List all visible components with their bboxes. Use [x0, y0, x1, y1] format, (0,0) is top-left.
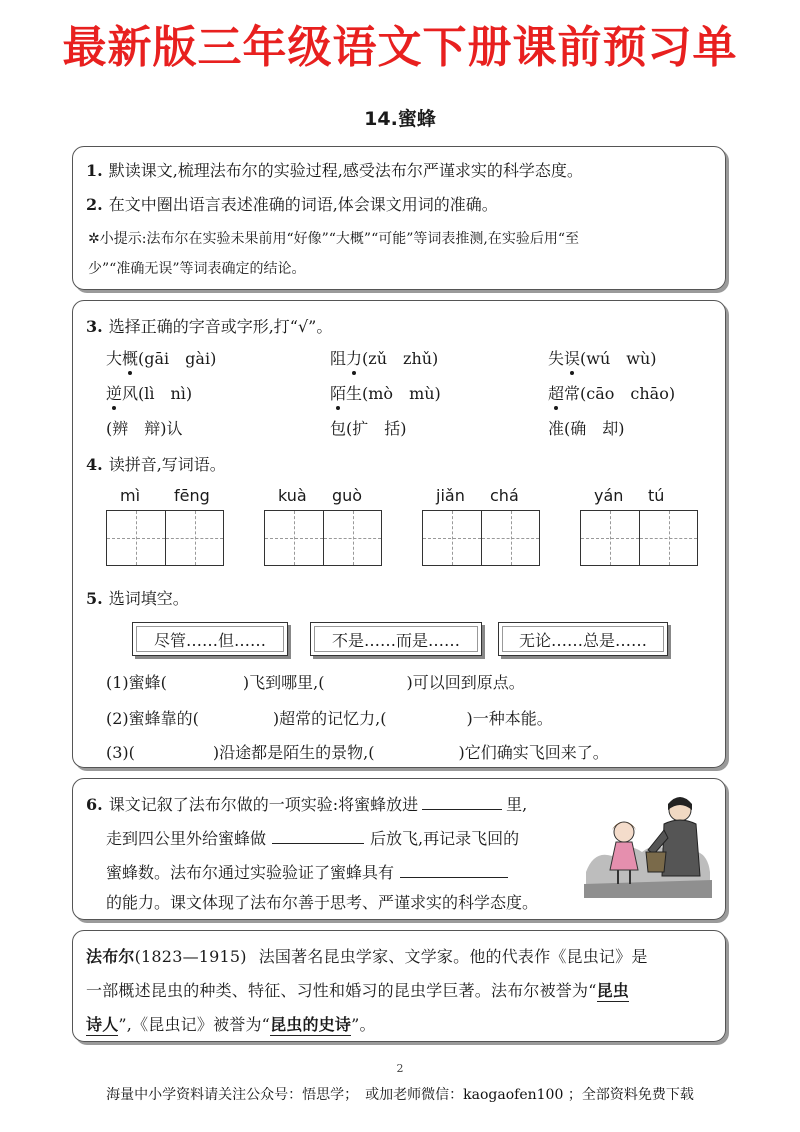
- choice-item[interactable]: [106, 381, 192, 404]
- hint-line-2: 少”“准确无误”等词表确定的结论。: [88, 261, 306, 277]
- choice-options: 常(cāo chāo): [564, 384, 676, 403]
- writing-cell[interactable]: [107, 511, 165, 565]
- option-box-2: [310, 622, 482, 656]
- answer-blank-1[interactable]: [422, 795, 502, 810]
- choice-options: 风(lì nì): [122, 384, 193, 403]
- question-6-line-3: [106, 860, 514, 883]
- girl-head: [614, 822, 634, 842]
- choice-item[interactable]: [330, 346, 438, 369]
- writing-grid[interactable]: [106, 510, 224, 566]
- question-2: [86, 192, 498, 215]
- pinyin-label: chá: [490, 486, 519, 505]
- choice-dotted-char: 超: [548, 381, 564, 404]
- choice-item[interactable]: [330, 381, 441, 404]
- pinyin-label: yán: [594, 486, 624, 505]
- question-6-text-a: 课文记叙了法布尔做的一项实验:将蜜蜂放进: [108, 795, 419, 814]
- question-6-line-1: [86, 792, 527, 815]
- writing-cell[interactable]: [423, 511, 481, 565]
- choice-item[interactable]: [330, 416, 407, 439]
- choice-options: (gāi gài): [138, 349, 217, 368]
- fill-sentence: [106, 670, 525, 693]
- question-1-number: 1.: [86, 161, 103, 180]
- bio-line-1-rest: 法国著名昆虫学家、文学家。他的代表作《昆虫记》是: [258, 947, 648, 966]
- choice-options: (wú wù): [580, 349, 657, 368]
- pinyin-label: guò: [332, 486, 363, 505]
- writing-cell[interactable]: [581, 511, 639, 565]
- choice-options: (zǔ zhǔ): [362, 349, 439, 368]
- writing-grid[interactable]: [422, 510, 540, 566]
- writing-grid[interactable]: [580, 510, 698, 566]
- answer-blank-2[interactable]: [272, 829, 364, 844]
- pinyin-label: mì: [120, 486, 141, 505]
- choice-prefix: 阻: [330, 349, 347, 368]
- choice-dotted-char: 陌: [330, 381, 346, 404]
- question-2-number: 2.: [86, 195, 103, 214]
- bio-line-1: [86, 944, 648, 967]
- footer-note: 海量中小学资料请关注公众号：悟思学； 或加老师微信：kaogaofen100 ；全部资料免费下载: [106, 1087, 694, 1103]
- fabre-and-child-illustration: [584, 780, 712, 898]
- bio-years: (1823—1915): [134, 947, 247, 966]
- question-5: [86, 586, 189, 609]
- fill-sentence-part: (1)蜜蜂(: [106, 673, 167, 692]
- choice-options: 生(mò mù): [346, 384, 441, 403]
- bio-highlight-epic: 昆虫的史诗: [270, 1015, 352, 1034]
- choice-dotted-char: 逆: [106, 381, 122, 404]
- choice-options: 准(确 却): [548, 419, 625, 438]
- banner-title: 最新版三年级语文下册课前预习单: [62, 22, 738, 73]
- question-6-text-d: 后放飞,再记录飞回的: [370, 829, 520, 848]
- option-text-3: 无论……总是……: [518, 630, 647, 650]
- choice-item[interactable]: [548, 381, 675, 404]
- pinyin-label: jiǎn: [436, 486, 465, 505]
- question-6-line-2: [106, 826, 519, 849]
- option-text-1: 尽管……但……: [153, 630, 266, 650]
- question-6-number: 6.: [86, 795, 103, 814]
- question-6-text-c: 走到四公里外给蜜蜂做: [106, 829, 267, 848]
- bio-highlight-insect-b: 诗人: [86, 1015, 119, 1034]
- writing-cell[interactable]: [165, 511, 223, 565]
- bio-line-3-mid: ”,《昆虫记》被誉为“: [118, 1015, 271, 1034]
- question-5-number: 5.: [86, 589, 103, 608]
- question-4: [86, 452, 226, 475]
- choice-prefix: 失: [548, 349, 565, 368]
- writing-grid[interactable]: [264, 510, 382, 566]
- choice-prefix: 大: [106, 349, 123, 368]
- fill-sentence-part: (2)蜜蜂靠的(: [106, 709, 199, 728]
- writing-cell[interactable]: [265, 511, 323, 565]
- basket: [646, 852, 666, 872]
- fill-sentence-part: )可以回到原点。: [406, 673, 525, 692]
- writing-cell[interactable]: [481, 511, 539, 565]
- bio-highlight-insect-a: 昆虫: [596, 981, 629, 1000]
- pinyin-label: fēng: [174, 486, 210, 505]
- question-1-text: 默读课文,梳理法布尔的实验过程,感受法布尔严谨求实的科学态度。: [108, 161, 583, 180]
- question-6-text-e: 蜜蜂数。法布尔通过实验验证了蜜蜂具有: [106, 863, 395, 882]
- lesson-title: 14.蜜蜂: [364, 108, 436, 130]
- option-box-1: [132, 622, 288, 656]
- choice-dotted-char: 概: [122, 346, 138, 369]
- question-6-line-4: 的能力。课文体现了法布尔善于思考、严谨求实的科学态度。: [106, 893, 539, 912]
- fill-sentence-part: )沿途都是陌生的景物,(: [212, 743, 375, 762]
- bio-line-3: [86, 1012, 376, 1035]
- question-3-text: 选择正确的字音或字形,打“√”。: [108, 317, 333, 336]
- man-body: [662, 820, 700, 876]
- girl-dress: [610, 842, 638, 870]
- fill-sentence-part: )超常的记忆力,(: [272, 709, 387, 728]
- question-4-text: 读拼音,写词语。: [108, 455, 226, 474]
- choice-item[interactable]: [106, 416, 183, 439]
- choice-item[interactable]: [106, 346, 216, 369]
- question-3: [86, 314, 332, 337]
- bio-name: 法布尔: [86, 947, 135, 966]
- writing-cell[interactable]: [639, 511, 697, 565]
- fill-sentence: [106, 740, 609, 763]
- bio-line-2-text: 一部概述昆虫的种类、特征、习性和婚习的昆虫学巨著。法布尔被誉为“: [86, 981, 597, 1000]
- writing-cell[interactable]: [323, 511, 381, 565]
- question-5-text: 选词填空。: [108, 589, 189, 608]
- question-2-text: 在文中圈出语言表述准确的词语,体会课文用词的准确。: [108, 195, 498, 214]
- page-number: 2: [396, 1062, 404, 1075]
- pinyin-label: kuà: [278, 486, 307, 505]
- choice-dotted-char: 误: [564, 346, 580, 369]
- question-4-number: 4.: [86, 455, 103, 474]
- option-text-2: 不是……而是……: [331, 630, 460, 650]
- fill-sentence-part: )一种本能。: [466, 709, 553, 728]
- question-6-text-b: 里,: [506, 795, 528, 814]
- fill-sentence-part: )它们确实飞回来了。: [458, 743, 609, 762]
- choice-item[interactable]: [548, 416, 625, 439]
- fill-sentence-part: )飞到哪里,(: [242, 673, 325, 692]
- choice-item[interactable]: [548, 346, 657, 369]
- fill-sentence: [106, 706, 553, 729]
- choice-options: (辨 辩)认: [106, 419, 183, 438]
- choice-dotted-char: 力: [346, 346, 362, 369]
- bio-line-2: [86, 978, 629, 1001]
- pinyin-label: tú: [648, 486, 665, 505]
- bio-line-3-end: ”。: [351, 1015, 376, 1034]
- question-1: [86, 158, 583, 181]
- choice-options: 包(扩 括): [330, 419, 407, 438]
- hint-line-1: ✲小提示:法布尔在实验未果前用“好像”“大概”“可能”等词表推测,在实验后用“至: [88, 231, 579, 247]
- option-box-3: [498, 622, 668, 656]
- fill-sentence-part: (3)(: [106, 743, 135, 762]
- question-3-number: 3.: [86, 317, 103, 336]
- answer-blank-3[interactable]: [400, 863, 508, 878]
